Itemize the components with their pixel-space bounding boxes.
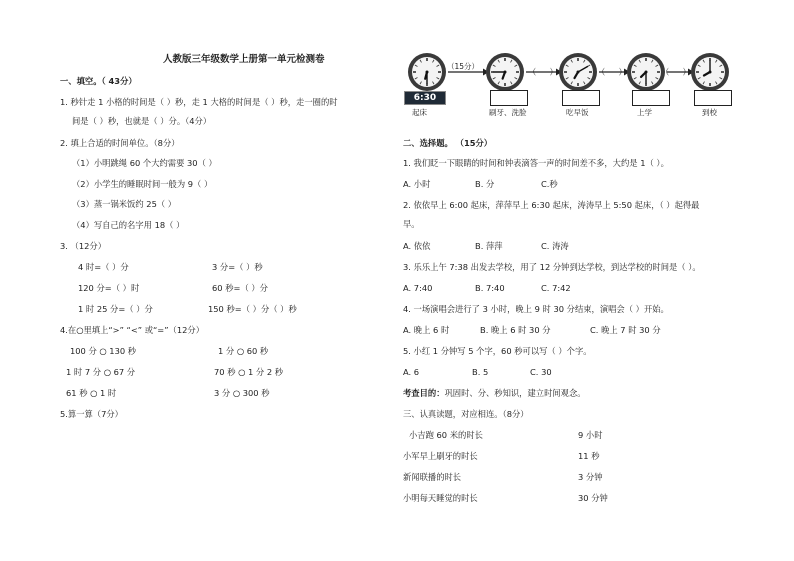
choice-option: C. 7:42 [541,283,571,293]
q4-cell: 61 秒 ○ 1 时 [66,388,117,398]
match-right-item: 11 秒 [578,451,600,461]
choice-option: B. 萍萍 [475,241,503,251]
match-left-item: 小军早上刷牙的时长 [403,451,478,461]
clock-label: 刷牙、洗脸 [489,108,527,117]
choice-option: B. 5 [472,367,489,377]
q3-cell: 1 时 25 分=（ ）分 [78,304,153,314]
clock-label: 上学 [637,108,652,117]
clock-center [426,71,429,74]
q3-cell: 150 秒=（ ）分（ ）秒 [208,304,297,314]
page-title: 人教版三年级数学上册第一单元检测卷 [163,54,325,65]
q3-cell: 120 分=（ ）时 [78,283,140,293]
interval-blank[interactable]: （ ） [528,67,558,77]
q3-cell: 4 时=（ ）分 [78,262,129,272]
exam-purpose [403,388,586,398]
exam-purpose-label: 考查目的： [403,388,445,398]
choice-option: A. 7:40 [403,283,433,293]
choice-question: 3. 乐乐上午 7:38 出发去学校，用了 12 分钟到达学校，到达学校的时间是（ ）。 [403,262,701,272]
q2-item: （4）写自己的名字用 18（ ） [72,220,185,230]
choice-option: A. 6 [403,367,420,377]
match-left-item: 小明每天睡觉的时长 [403,493,478,503]
start-time-display: 6:30 [404,91,446,105]
choice-option: B. 晚上 6 时 30 分 [480,325,551,335]
choice-option: A. 晚上 6 时 [403,325,450,335]
choice-question: 2. 依依早上 6:00 起床，萍萍早上 6:30 起床，涛涛早上 5:50 起床，（ ）起得最 [403,200,700,210]
clock-center [504,71,507,74]
choice-option: C. 30 [530,367,552,377]
choice-option: A. 依依 [403,241,431,251]
clock-face [408,53,446,91]
q1-line2: 间是（ ）秒，也就是（ ）分。（4分） [72,116,212,126]
q5-heading: 5.算一算（7分） [60,409,123,419]
choice-option: B. 7:40 [475,283,505,293]
choice-question-cont: 早。 [403,219,420,229]
choice-option: C.秒 [541,179,558,189]
q4-heading: 4.在○里填上“>” “<” 或“=”（12分） [60,325,205,335]
answer-box[interactable] [632,90,670,106]
section2-heading: 二、选择题。 （15分） [403,138,493,148]
choice-option: B. 分 [475,179,495,189]
q3-cell: 3 分=（ ）秒 [212,262,263,272]
clock-label: 到校 [702,108,717,117]
q2-item: （3）蒸一锅米饭约 25（ ） [72,199,177,209]
clock-face [627,53,665,91]
interval-label: （15分） [447,62,480,71]
match-right-item: 9 小时 [578,430,603,440]
match-left-item: 新闻联播的时长 [403,472,462,482]
clock-face [559,53,597,91]
q1-line1: 1. 秒针走 1 小格的时间是（ ）秒，走 1 大格的时间是（ ）秒，走一圈的时 [60,97,338,107]
clock-label: 吃早饭 [566,108,589,117]
clock-center [645,71,648,74]
q4-cell: 1 分 ○ 60 秒 [218,346,269,356]
q4-cell: 70 秒 ○ 1 分 2 秒 [214,367,284,377]
clock-center [709,71,712,74]
q3-heading: 3. （12分） [60,241,107,251]
match-right-item: 3 分钟 [578,472,603,482]
clock-face [486,53,524,91]
section1-heading: 一、填空。（ 43分） [60,76,137,86]
answer-box[interactable] [490,90,528,106]
q3-cell: 60 秒=（ ）分 [212,283,268,293]
exam-purpose-text: 巩固时、分、秒知识，建立时间观念。 [444,388,586,398]
q4-cell: 1 时 7 分 ○ 67 分 [66,367,136,377]
answer-box[interactable] [694,90,732,106]
clock-center [577,71,580,74]
choice-option: C. 晚上 7 时 30 分 [590,325,661,335]
section3-heading: 三、认真读题，对应相连。（8分） [403,409,529,419]
match-right-item: 30 分钟 [578,493,608,503]
q2-item: （1）小明跳绳 60 个大约需要 30（ ） [72,158,217,168]
choice-question: 5. 小红 1 分钟写 5 个字，60 秒可以写（ ）个字。 [403,346,592,356]
q4-cell: 3 分 ○ 300 秒 [214,388,270,398]
choice-question: 1. 我们眨一下眼睛的时间和钟表滴答一声的时间差不多，大约是 1（ ）。 [403,158,669,168]
answer-box[interactable] [562,90,600,106]
choice-option: C. 涛涛 [541,241,569,251]
choice-question: 4. 一场演唱会进行了 3 小时，晚上 9 时 30 分结束，演唱会（ ）开始。 [403,304,669,314]
interval-blank[interactable]: （ ） [597,67,627,77]
q4-cell: 100 分 ○ 130 秒 [70,346,137,356]
interval-blank[interactable]: （ ） [661,67,691,77]
q2-heading: 2. 填上合适的时间单位。（8分） [60,138,180,148]
q2-item: （2）小学生的睡眠时间一般为 9（ ） [72,179,213,189]
clock-diagram [0,0,794,130]
match-left-item: 小吉跑 60 米的时长 [409,430,483,440]
choice-option: A. 小时 [403,179,431,189]
clock-label: 起床 [412,108,427,117]
clock-face [691,53,729,91]
